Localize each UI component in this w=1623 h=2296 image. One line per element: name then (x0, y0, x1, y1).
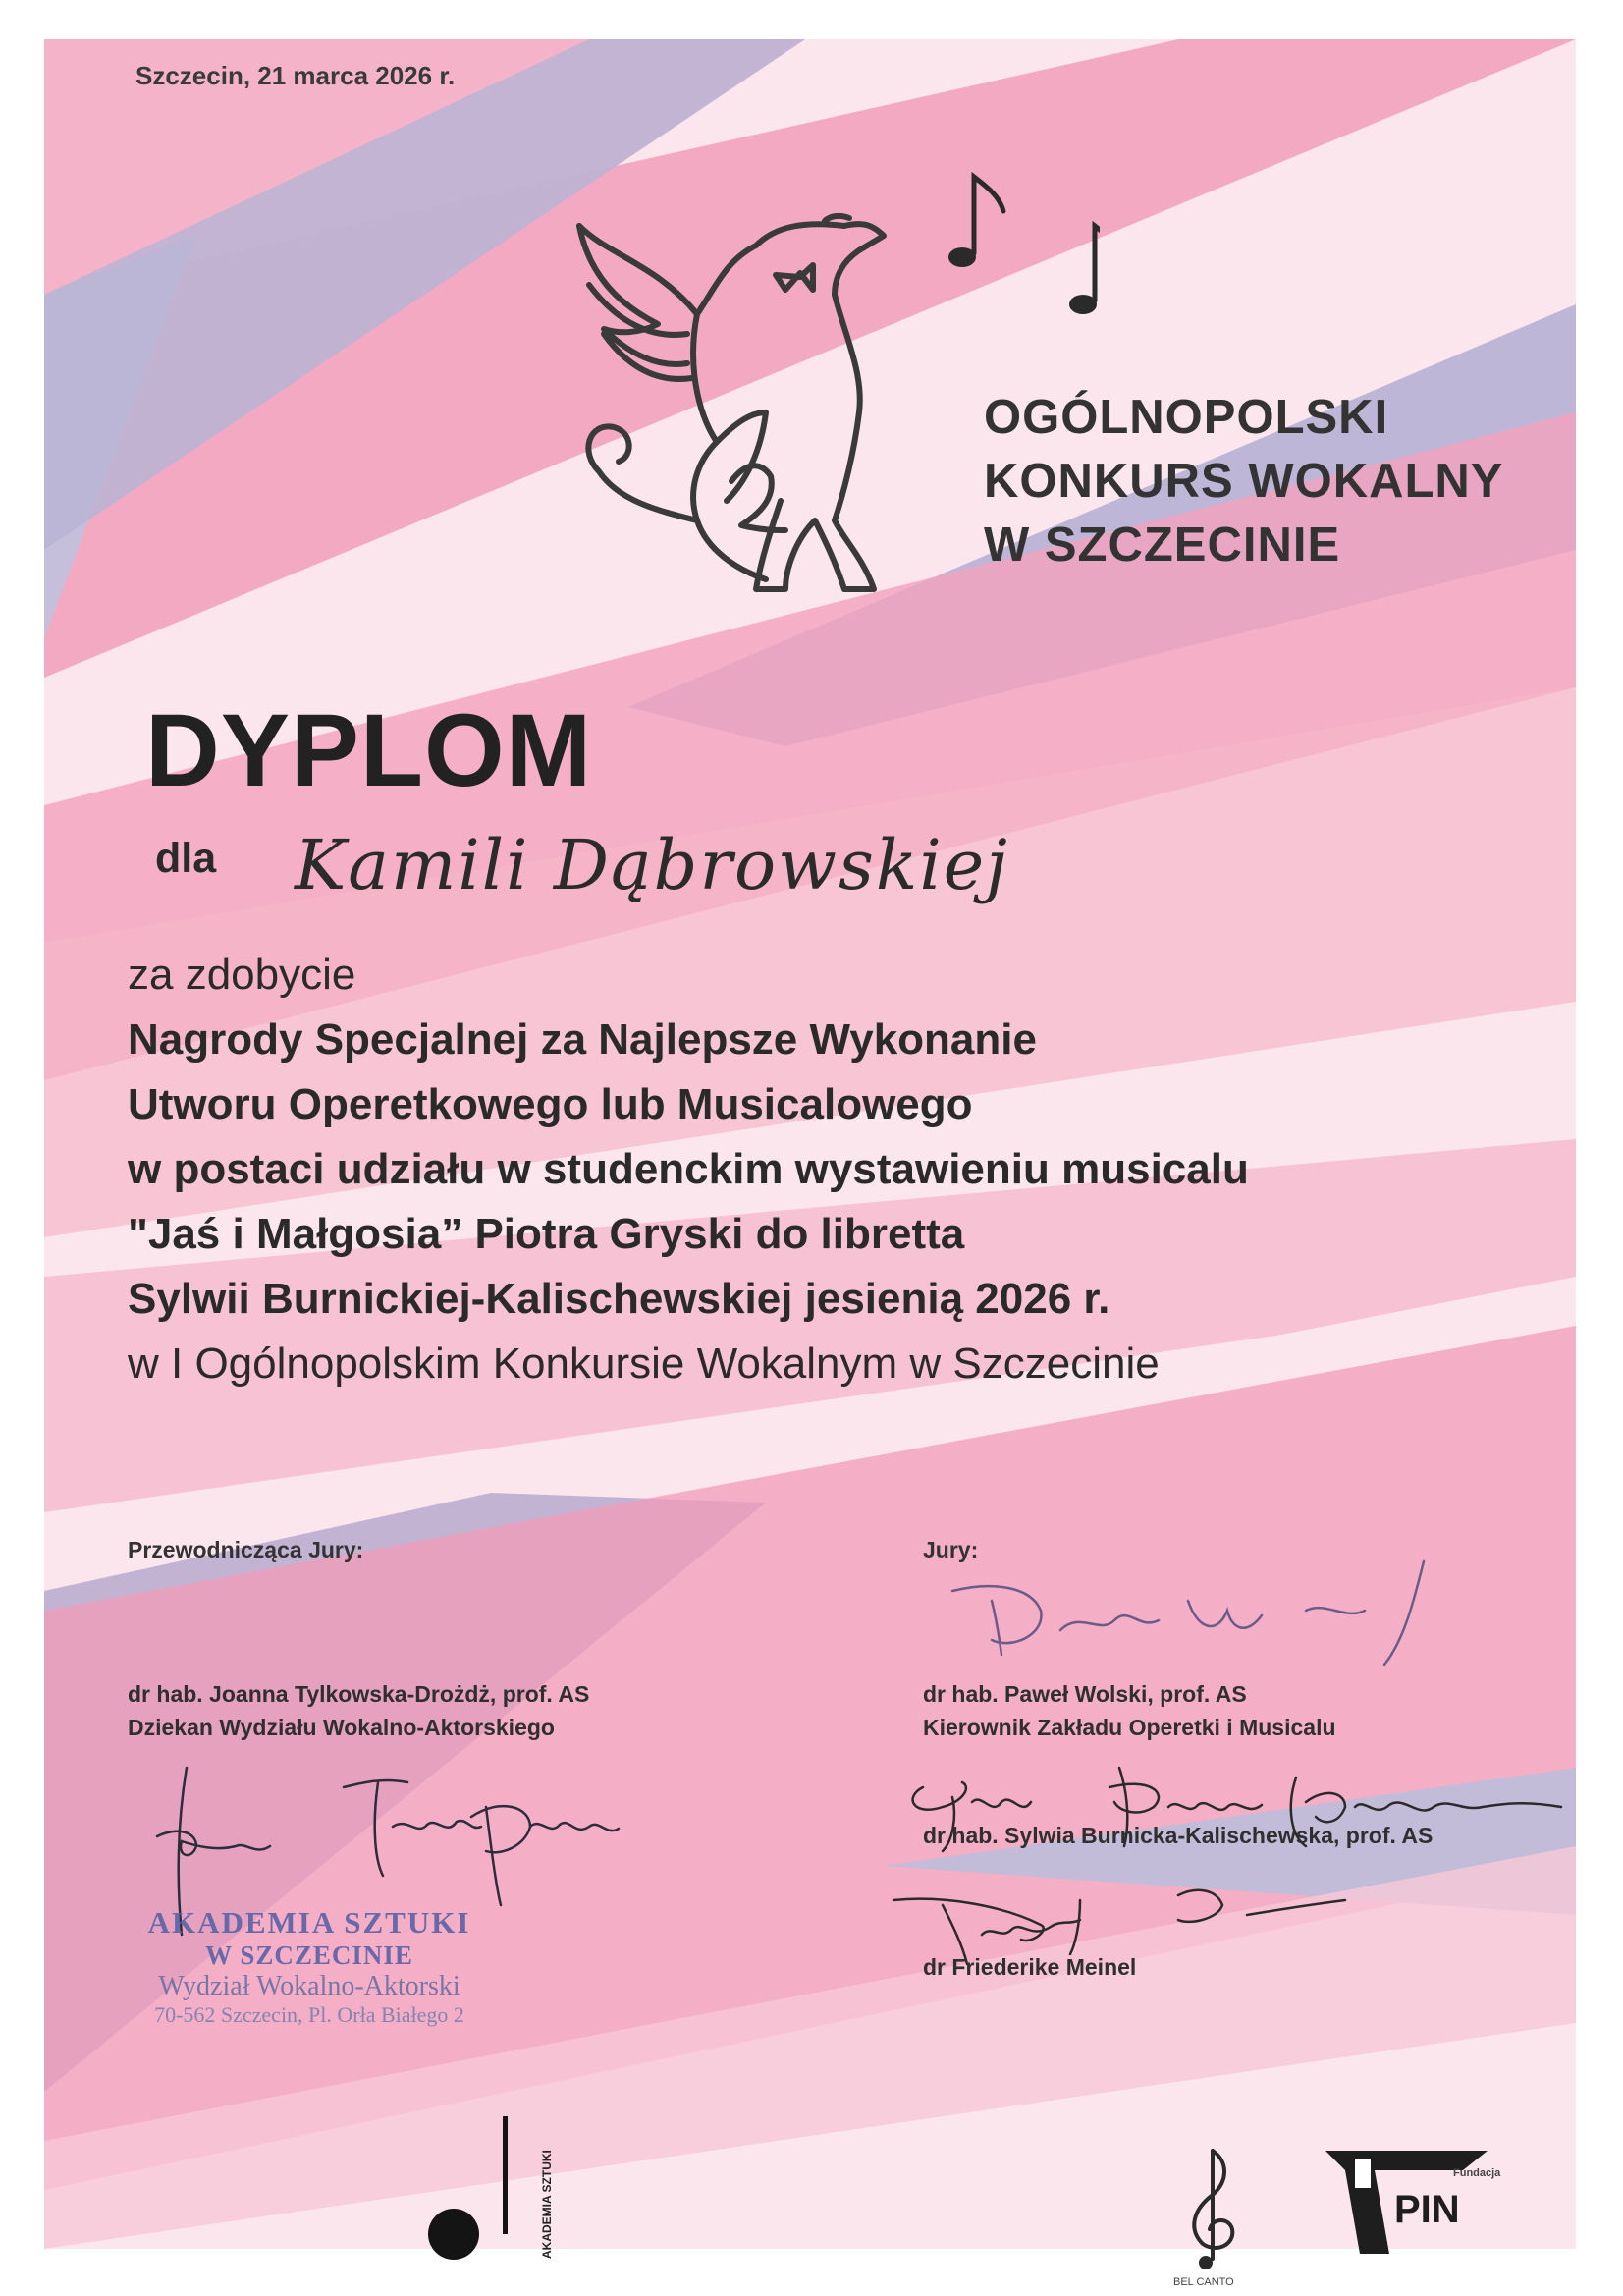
jury-member-role: Kierownik Zakładu Operetki i Musicalu (923, 1715, 1336, 1740)
pin-label: PIN (1394, 2188, 1460, 2231)
award-line: Sylwii Burnickiej-Kalischewskiej jesienią 2026 r. (128, 1275, 1110, 1323)
jury-signature-1 (933, 1542, 1443, 1689)
award-line: za zdobycie (128, 951, 356, 999)
diploma-title: DYPLOM (145, 693, 593, 808)
jury-member-name: dr hab. Paweł Wolski, prof. AS (923, 1681, 1247, 1707)
stamp-line-3: Wydział Wokalno-Aktorski (158, 1971, 460, 2001)
faculty-stamp (123, 1905, 496, 2028)
award-line: "Jaś i Małgosia” Piotra Gryski do libretta (128, 1210, 965, 1258)
award-line: Utworu Operetkowego lub Musicalowego (128, 1080, 973, 1128)
stamp-line-4: 70-562 Szczecin, Pl. Orła Białego 2 (154, 2002, 464, 2027)
stamp-line-1: AKADEMIA SZTUKI (147, 1905, 471, 1940)
belcanto-logo (1168, 2141, 1257, 2278)
belcanto-label: BEL CANTO (1173, 2276, 1234, 2288)
award-line: w postaci udziału w studenckim wystawieniu musicalu (128, 1145, 1249, 1193)
award-description (128, 943, 1249, 1396)
place-date: Szczecin, 21 marca 2026 r. (135, 61, 456, 90)
recipient-name: Kamili Dąbrowskiej (295, 825, 1009, 905)
award-line: w I Ogólnopolskim Konkursie Wokalnym w Szczecinie (128, 1339, 1160, 1388)
chair-label: Przewodnicząca Jury: (128, 1537, 364, 1562)
academy-vertical-text: AKADEMIA SZTUKI (540, 2150, 554, 2259)
academy-logo (422, 2106, 530, 2273)
contest-line-3: W SZCZECINIE (984, 519, 1341, 572)
jury-label: Jury: (923, 1537, 979, 1562)
stamp-line-2: W SZCZECINIE (205, 1941, 413, 1970)
jury-member-name: dr hab. Sylwia Burnicka-Kalischewska, prof. AS (923, 1823, 1434, 1848)
chair-role: Dziekan Wydziału Wokalno-Aktorskiego (128, 1715, 555, 1740)
contest-name (984, 386, 1503, 577)
jury-member-name: dr Friederike Meinel (923, 1954, 1137, 1980)
for-label: dla (155, 835, 217, 882)
chair-name: dr hab. Joanna Tylkowska-Drożdż, prof. AS (128, 1681, 590, 1707)
award-line: Nagrody Specjalnej za Najlepsze Wykonanie (128, 1015, 1037, 1064)
contest-line-1: OGÓLNOPOLSKI (984, 391, 1389, 444)
contest-line-2: KONKURS WOKALNY (984, 455, 1504, 508)
pin-prefix: Fundacja (1453, 2167, 1501, 2179)
